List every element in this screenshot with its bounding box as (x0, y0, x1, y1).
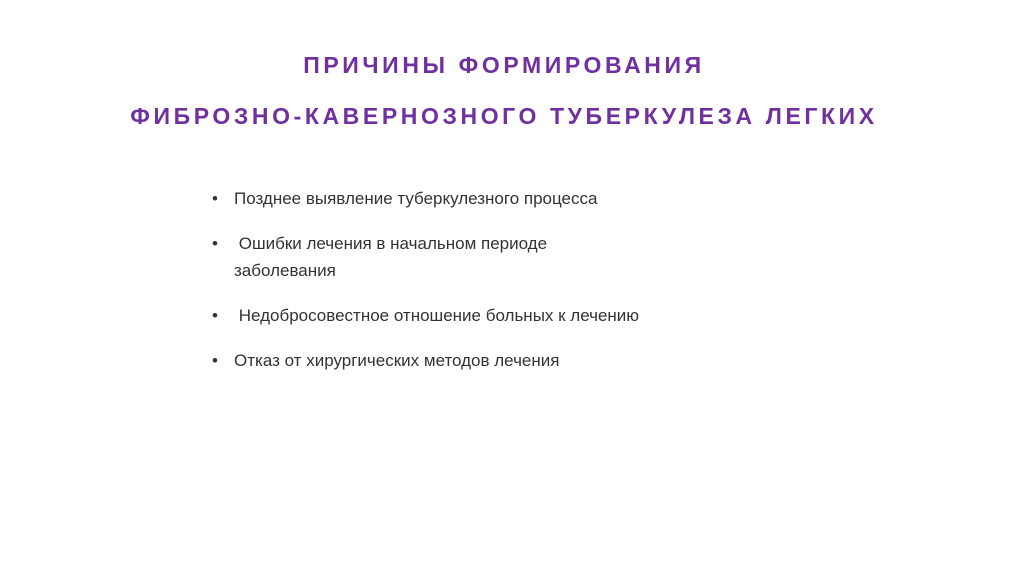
bullet-text: Недобросовестное отношение больных к лечению (234, 306, 640, 325)
bullet-list (212, 185, 732, 392)
bullet-icon: • (212, 351, 218, 370)
list-item (212, 230, 634, 284)
bullet-icon: • (212, 234, 218, 253)
list-item (212, 347, 732, 374)
bullet-text: Отказ от хирургических методов лечения (234, 351, 560, 370)
slide-title-line-1: ПРИЧИНЫ ФОРМИРОВАНИЯ (303, 52, 705, 78)
bullet-text: Ошибки лечения в начальном периоде заболевания (234, 234, 552, 280)
bullet-text: Позднее выявление туберкулезного процесса (234, 189, 598, 208)
slide-title-line-2: ФИБРОЗНО-КАВЕРНОЗНОГО ТУБЕРКУЛЕЗА ЛЕГКИХ (130, 103, 878, 129)
bullet-icon: • (212, 189, 218, 208)
list-item (212, 302, 732, 329)
bullet-icon: • (212, 306, 218, 325)
list-item (212, 185, 732, 212)
